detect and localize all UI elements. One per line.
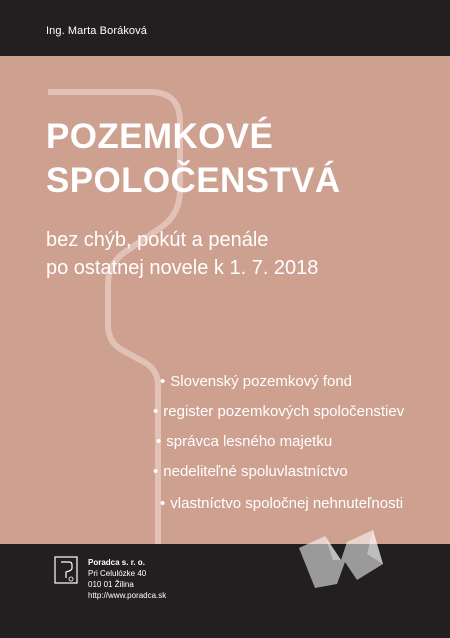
topic-item: • Slovenský pozemkový fond	[160, 373, 353, 390]
w-logo-icon	[285, 514, 403, 594]
bullet-icon: •	[153, 463, 159, 480]
topic-item: • správca lesného majetku	[156, 433, 333, 450]
bullet-icon: •	[160, 373, 166, 390]
topic-item: • nedeliteľné spoluvlastníctvo	[153, 463, 348, 480]
bullet-icon: •	[153, 403, 159, 420]
bullet-icon: •	[160, 495, 166, 512]
subtitle-line-1: bez chýb, pokút a penále	[46, 229, 269, 251]
publisher-city: 010 01 Žilina	[88, 580, 134, 589]
title-line-1: POZEMKOVÉ	[46, 117, 274, 156]
title-line-2: SPOLOČENSTVÁ	[46, 161, 341, 200]
subtitle-line-2: po ostatnej novele k 1. 7. 2018	[46, 257, 319, 279]
publisher-web: http://www.poradca.sk	[88, 591, 167, 600]
question-mark-logo-icon	[54, 556, 78, 584]
bullet-icon: •	[156, 433, 162, 450]
topic-item: • vlastníctvo spoločnej nehnuteľnosti	[160, 495, 404, 512]
publisher-info	[88, 557, 166, 601]
author-name: Ing. Marta Boráková	[46, 25, 147, 37]
publisher-street: Pri Celulózke 40	[88, 569, 147, 578]
topic-item: • register pozemkových spoločenstiev	[153, 403, 405, 420]
publisher-name: Poradca s. r. o.	[88, 558, 145, 567]
